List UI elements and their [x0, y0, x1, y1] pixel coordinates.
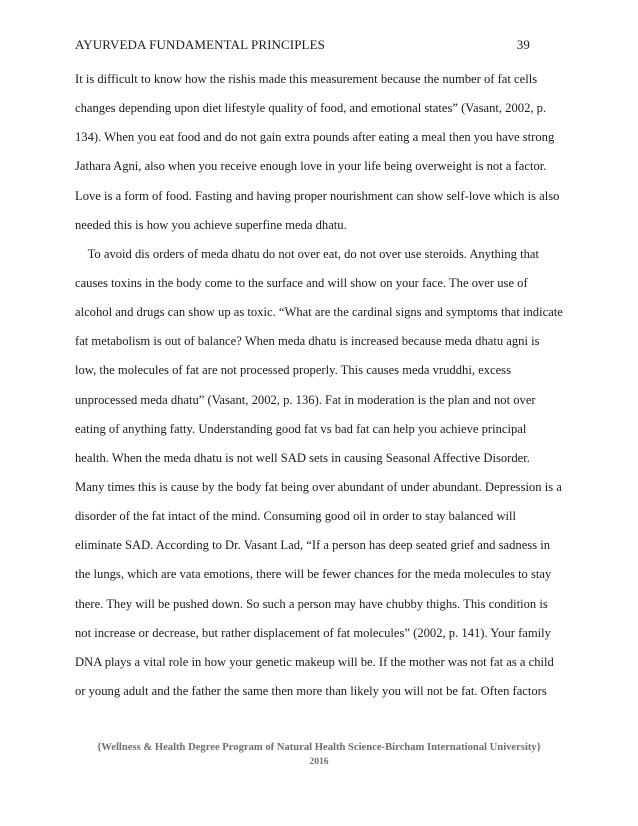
- text-line: eliminate SAD. According to Dr. Vasant Lad, “If a person has deep seated grief and sadness in: [75, 538, 551, 553]
- text-line: DNA plays a vital role in how your genetic makeup will be. If the mother was not fat as a child: [75, 654, 554, 669]
- page-footer: [75, 741, 563, 769]
- text-line: or young adult and the father the same then more than likely you will not be fat. Often factors: [75, 683, 547, 698]
- body-text: [75, 69, 570, 710]
- text-line: not increase or decrease, but rather displacement of fat molecules” (2002, p. 141). Your family: [75, 625, 551, 640]
- text-line: alcohol and drugs can show up as toxic. “What are the cardinal signs and symptoms that indicate: [75, 305, 563, 320]
- text-line: eating of anything fatty. Understanding good fat vs bad fat can help you achieve principal: [75, 421, 527, 436]
- text-line: causes toxins in the body come to the surface and will show on your face. The over use of: [75, 275, 528, 290]
- text-line: Love is a form of food. Fasting and having proper nourishment can show self-love which is also: [75, 188, 560, 203]
- text-line: disorder of the fat intact of the mind. Consuming good oil in order to stay balanced will: [75, 509, 517, 524]
- text-line: To avoid dis orders of meda dhatu do not over eat, do not over use steroids. Anything that: [75, 246, 539, 261]
- text-line: needed this is how you achieve superfine meda dhatu.: [75, 217, 347, 232]
- text-line: fat metabolism is out of balance? When meda dhatu is increased because meda dhatu agni is: [75, 334, 540, 349]
- text-line: health. When the meda dhatu is not well SAD sets in causing Seasonal Affective Disorder.: [75, 450, 530, 465]
- text-line: changes depending upon diet lifestyle quality of food, and emotional states” (Vasant, 2002, p.: [75, 101, 547, 116]
- text-line: It is difficult to know how the rishis made this measurement because the number of fat cells: [75, 72, 538, 86]
- text-line: the lungs, which are vata emotions, there will be fewer chances for the meda molecules to stay: [75, 567, 552, 582]
- page-number: 39: [516, 37, 530, 52]
- text-line: unprocessed meda dhatu” (Vasant, 2002, p. 136). Fat in moderation is the plan and not over: [75, 392, 536, 407]
- page-header: [75, 36, 530, 54]
- text-line: there. They will be pushed down. So such a person may have chubby thighs. This condition is: [75, 596, 548, 611]
- text-line: Many times this is cause by the body fat being over abundant of under abundant. Depression is a: [75, 479, 562, 494]
- running-head-title: AYURVEDA FUNDAMENTAL PRINCIPLES: [75, 37, 325, 52]
- footer-program-line: {Wellness & Health Degree Program of Natural Health Science-Bircham International University}: [97, 742, 541, 753]
- footer-year: 2016: [309, 756, 329, 767]
- text-line: 134). When you eat food and do not gain extra pounds after eating a meal then you have strong: [75, 130, 555, 145]
- text-line: Jathara Agni, also when you receive enough love in your life being overweight is not a factor.: [75, 159, 547, 174]
- text-line: low, the molecules of fat are not processed properly. This causes meda vruddhi, excess: [75, 363, 511, 378]
